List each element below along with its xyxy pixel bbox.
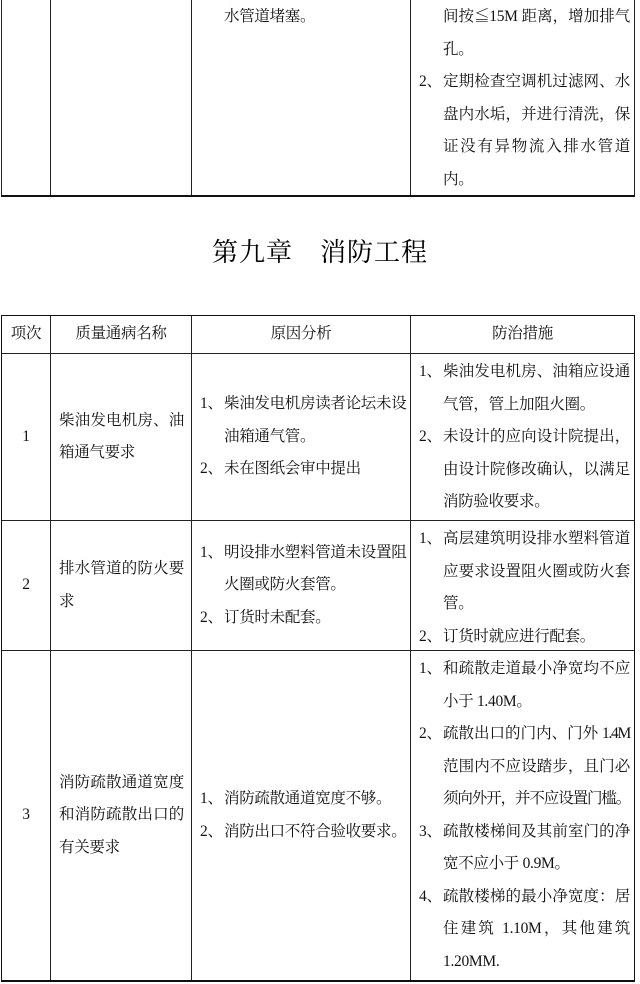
text-line: 证没有异物流入排水管道 [443, 138, 630, 155]
list-item [419, 356, 630, 421]
item-marker: 2、 [200, 460, 223, 478]
list-item [419, 421, 630, 519]
measure-cell [411, 521, 634, 650]
chapter-heading: 第九章 消防工程 [211, 238, 428, 267]
item-marker: 2、 [419, 725, 442, 742]
cause-cell [192, 521, 411, 650]
item-lines [443, 421, 630, 519]
list-item [200, 602, 406, 635]
header-cause-analysis: 原因分析 [192, 316, 411, 353]
row-index: 3 [2, 651, 51, 980]
item-marker: 2、 [200, 822, 223, 840]
text-line: 油箱通气管。 [224, 427, 316, 445]
item-lines [443, 621, 630, 651]
table-row [2, 651, 634, 980]
table-row [2, 521, 634, 651]
text-line: 求 [59, 592, 75, 610]
defect-name-cell [51, 521, 192, 650]
text-line: 疏散出口的门内、门外 1.4M [443, 725, 630, 742]
header-item-no: 项次 [2, 316, 51, 353]
text-line: 盘内水垢，并进行清洗，保 [443, 105, 630, 123]
item-marker: 1、 [419, 660, 442, 677]
text-line: 应要求设置阻火圈或防火套 [443, 562, 630, 580]
table-header-row [2, 316, 634, 354]
item-marker: 4、 [419, 887, 442, 905]
item-lines [224, 816, 406, 849]
table-row [2, 354, 634, 521]
text-line: 气管，管上加阻火圈。 [443, 395, 596, 413]
list-item [419, 66, 630, 195]
text-line: 高层建筑明设排水塑料管道 [443, 530, 630, 547]
item-lines [224, 537, 406, 602]
row-index: 1 [2, 354, 51, 520]
top-table [1, 0, 635, 197]
text-line: 柴油发电机房读者论坛未设 [224, 395, 407, 413]
text-line: 须向外开，并不应设置门槛。 [443, 790, 630, 807]
item-marker: 3、 [419, 822, 442, 840]
text-line: 定期检查空调机过滤网、水 [443, 73, 630, 90]
text-line: 未设计的应向设计院提出， [443, 428, 630, 445]
text-line: 未在图纸会审中提出 [224, 460, 361, 478]
text-line: 管。 [443, 595, 474, 612]
text-line: 内。 [443, 170, 474, 188]
text-line: 和消防疏散出口的 [59, 806, 184, 824]
item-lines [224, 783, 406, 816]
cause-cell [192, 354, 411, 520]
text-line: 水管道堵塞。 [224, 8, 316, 25]
item-lines [443, 718, 630, 816]
item-lines [224, 602, 406, 635]
item-lines [443, 653, 630, 718]
top-cause-cell [192, 0, 411, 195]
list-item [200, 388, 406, 453]
item-marker: 1、 [200, 790, 223, 807]
item-marker: 1、 [419, 363, 442, 380]
text-line: 和疏散走道最小净宽均不应 [443, 660, 630, 677]
list-item [419, 653, 630, 718]
item-lines [443, 1, 630, 66]
list-item [200, 816, 406, 849]
text-line: 柴油发电机房、油 [59, 411, 184, 429]
measure-cell [411, 354, 634, 520]
text-line: 订货时就应进行配套。 [443, 627, 596, 645]
item-lines [224, 388, 406, 453]
text-line: 明设排水塑料管道未设置阻 [224, 543, 407, 561]
text-line: 火圈或防火套管。 [224, 576, 346, 594]
top-index-cell [2, 0, 51, 195]
top-measure-cell [411, 0, 634, 195]
text-line: 宽不应小于 0.9M。 [443, 855, 570, 872]
text-line: 疏散楼梯间及其前室门的净 [443, 822, 630, 840]
item-marker: 1、 [200, 395, 223, 413]
item-lines [224, 1, 406, 34]
text-line: 订货时未配套。 [224, 608, 331, 626]
list-item [200, 537, 406, 602]
text-line: 排水管道的防火要 [59, 560, 184, 577]
text-line: 间按≦15M 距离，增加排气 [443, 8, 630, 25]
text-line: 1.20MM. [443, 952, 500, 970]
text-line: 消防出口不符合验收要求。 [224, 822, 407, 840]
item-marker: 1、 [200, 543, 223, 561]
measure-cell [411, 651, 634, 980]
list-item [419, 523, 630, 621]
list-item [419, 1, 630, 66]
row-index: 2 [2, 521, 51, 650]
item-lines [443, 881, 630, 979]
list-item [419, 718, 630, 816]
item-marker: 2、 [200, 608, 223, 626]
item-marker: 2、 [419, 428, 442, 445]
text-line: 消防疏散通道宽度不够。 [224, 790, 392, 807]
defect-name-cell [51, 354, 192, 520]
item-marker: 2、 [419, 73, 442, 90]
defects-table [1, 315, 635, 982]
text-line: 消防验收要求。 [443, 493, 550, 510]
text-line: 箱通气要求 [59, 444, 136, 461]
text-line: 由设计院修改确认，以满足 [443, 460, 630, 478]
text-line: 柴油发电机房、油箱应设通 [443, 363, 630, 380]
item-lines [443, 816, 630, 881]
item-marker: 2、 [419, 627, 442, 645]
list-item [200, 783, 406, 816]
list-item [419, 621, 630, 651]
list-item [419, 881, 630, 979]
item-lines [443, 66, 630, 195]
header-prevention-measures: 防治措施 [492, 325, 553, 343]
text-line: 小于 1.40M。 [443, 692, 532, 710]
item-lines [224, 453, 406, 486]
text-line: 范围内不应设踏步，且门必 [443, 757, 630, 775]
header-defect-name: 质量通病名称 [51, 316, 192, 353]
text-line: 孔。 [443, 40, 474, 58]
item-lines [443, 523, 630, 621]
list-item [200, 1, 406, 34]
list-item [419, 816, 630, 881]
cause-cell [192, 651, 411, 980]
top-name-cell [51, 0, 192, 195]
item-lines [443, 356, 630, 421]
defect-name-cell [51, 651, 192, 980]
text-line: 住建筑 1.10M，其他建筑 [443, 920, 630, 937]
text-line: 有关要求 [59, 838, 120, 856]
list-item [200, 453, 406, 486]
item-marker: 1、 [419, 530, 442, 547]
text-line: 疏散楼梯的最小净宽度：居 [443, 887, 630, 905]
text-line: 消防疏散通道宽度 [59, 773, 184, 791]
